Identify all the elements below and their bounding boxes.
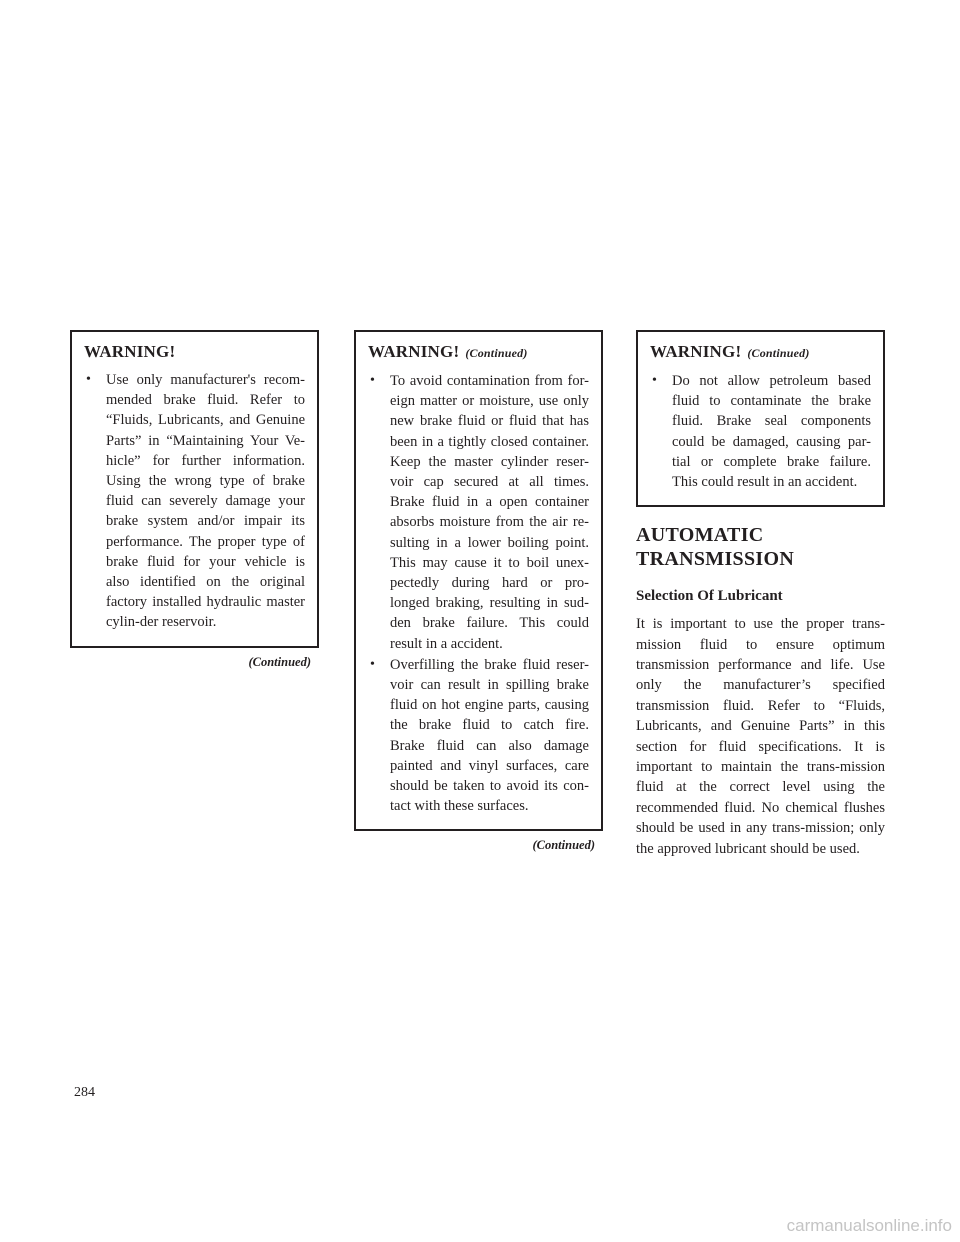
bullet-icon: • — [370, 656, 375, 672]
subheading: Selection Of Lubricant — [636, 588, 783, 605]
section-heading — [636, 523, 885, 571]
warning-continued-subtitle: (Continued) — [747, 346, 810, 360]
column-left — [70, 330, 319, 670]
warning-bullet — [650, 371, 871, 492]
bullet-icon: • — [652, 373, 657, 388]
continued-label: (Continued) — [532, 838, 595, 853]
warning-bullet-text: Use only manufacturer's recom-mended brake fluid. Refer to “Fluids, Lubricants, and Genuine Parts” in “Maintaining Your Ve-hicle” for further information. Using the wrong type of brake fluid can severely damage your brake system and/or impair its performance. The proper type of brake fluid for your vehicle is also identified on the original factory installed hydraulic master cylin-der reservoir. — [106, 372, 305, 631]
warning-bullet-list — [650, 371, 871, 492]
warning-title-text: WARNING! — [84, 342, 176, 361]
warning-box — [636, 330, 885, 507]
section-heading-line2: TRANSMISSION — [636, 548, 795, 571]
warning-title-text: WARNING! — [368, 342, 460, 361]
watermark: carmanualsonline.info — [786, 1216, 952, 1235]
warning-bullet-list — [84, 370, 305, 633]
column-middle — [354, 330, 603, 853]
warning-box — [70, 330, 319, 648]
warning-box — [354, 330, 603, 831]
warning-continued-subtitle: (Continued) — [465, 346, 528, 360]
column-right — [636, 330, 885, 859]
continued-label: (Continued) — [248, 654, 311, 669]
warning-title — [650, 342, 871, 363]
warning-title — [368, 342, 589, 363]
warning-bullet-list — [368, 371, 589, 816]
bullet-icon: • — [86, 372, 91, 387]
warning-bullet-text: Overfilling the brake fluid reser-voir can result in spilling brake fluid on hot engine parts, causing the brake fluid to catch fire. Brake fluid can also damage painted and vinyl surfaces, care should be taken to avoid its con-tact with these surfaces. — [390, 656, 589, 815]
bullet-icon: • — [370, 373, 375, 388]
warning-bullet-text: Do not allow petroleum based fluid to contaminate the brake fluid. Brake seal components could be damaged, causing par-tial or complete brake failure. This could result in an accident. — [672, 373, 871, 491]
warning-bullet — [368, 655, 589, 817]
section-transmission — [636, 523, 885, 859]
page-number: 284 — [74, 1085, 95, 1100]
body-paragraph: It is important to use the proper trans-mission fluid to ensure optimum transmission performance and life. Use only the manufacturer’s specified transmission fluid. Refer to “Fluids, Lubricants, and Genuine Parts” in this section for fluid specifications. It is important to maintain the trans-mission fluid at the correct level using the recommended fluid. No chemical flushes should be used in any trans-mission; only the approved lubricant should be used. — [636, 616, 885, 857]
warning-title-text: WARNING! — [650, 342, 742, 361]
warning-bullet — [368, 371, 589, 654]
warning-bullet-text: To avoid contamination from for-eign matter or moisture, use only new brake fluid or fluid that has been in a tightly closed container. Keep the master cylinder reser-voir cap secured at all times. Brake fluid in a open container absorbs moisture from the air re-sulting in a lower boiling point. This may cause it to boil unex-pectedly during hard or pro-longed braking, resulting in sud-den brake failure. This could result in a accident. — [390, 373, 589, 652]
warning-bullet — [84, 370, 305, 633]
warning-title — [84, 342, 305, 362]
section-heading-line1: AUTOMATIC — [636, 524, 764, 547]
